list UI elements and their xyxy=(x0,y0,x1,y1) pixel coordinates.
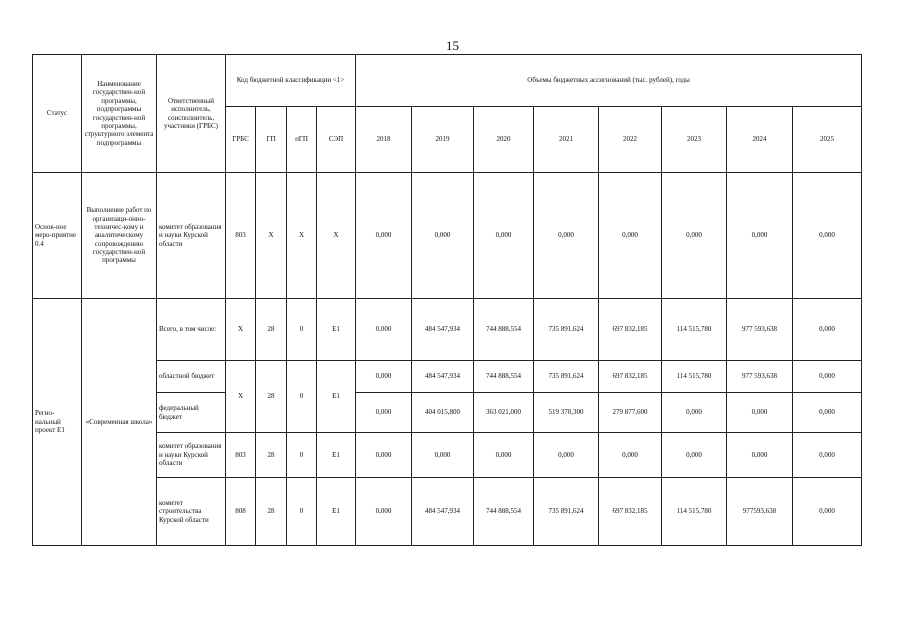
row-responsible: Всего, в том числе: xyxy=(157,299,226,361)
row-responsible: комитет образования и науки Курской области xyxy=(157,173,226,299)
budget-table xyxy=(32,54,862,546)
header-year: 2024 xyxy=(727,107,793,173)
row-value: 279 877,600 xyxy=(599,393,662,433)
row-value: 0,000 xyxy=(474,173,534,299)
row-value: 0,000 xyxy=(412,433,474,478)
row-value: 0,000 xyxy=(534,433,599,478)
row-grbs: X xyxy=(226,299,256,361)
row-responsible: федеральный бюджет xyxy=(157,393,226,433)
row-value: 977 593,638 xyxy=(727,361,793,393)
header-som: СЭП xyxy=(317,107,356,173)
row-value: 519 370,300 xyxy=(534,393,599,433)
header-year: 2022 xyxy=(599,107,662,173)
row-som: E1 xyxy=(317,361,356,433)
row-value: 0,000 xyxy=(793,478,862,546)
row-value: 484 547,934 xyxy=(412,361,474,393)
row-value: 735 891,624 xyxy=(534,361,599,393)
row-value: 0,000 xyxy=(474,433,534,478)
header-gp: ГП xyxy=(256,107,287,173)
row-responsible: комитет образования и науки Курской области xyxy=(157,433,226,478)
row-grbs: 803 xyxy=(226,433,256,478)
row-value: 744 888,554 xyxy=(474,361,534,393)
row-responsible: комитет строительства Курской области xyxy=(157,478,226,546)
row-value: 0,000 xyxy=(727,173,793,299)
row-value: 114 515,780 xyxy=(662,478,727,546)
row-grbs: X xyxy=(226,361,256,433)
row-value: 0,000 xyxy=(534,173,599,299)
header-year: 2020 xyxy=(474,107,534,173)
row-som: X xyxy=(317,173,356,299)
header-volumes: Объемы бюджетных ассигнований (тыс. рублей), годы xyxy=(356,55,862,107)
page-number: 15 xyxy=(446,38,459,53)
row-gp: 28 xyxy=(256,433,287,478)
header-grbs: ГРБС xyxy=(226,107,256,173)
row-value: 363 021,000 xyxy=(474,393,534,433)
header-year: 2019 xyxy=(412,107,474,173)
row-gp: 28 xyxy=(256,478,287,546)
row-som: E1 xyxy=(317,433,356,478)
row-value: 0,000 xyxy=(599,173,662,299)
row-gp: 28 xyxy=(256,299,287,361)
row-value: 0,000 xyxy=(356,478,412,546)
row-grbs: 803 xyxy=(226,173,256,299)
header-kbk: Код бюджетной классификации <1> xyxy=(226,55,356,107)
row-value: 977 593,638 xyxy=(727,299,793,361)
row-value: 0,000 xyxy=(727,433,793,478)
row-value: 114 515,780 xyxy=(662,361,727,393)
row-value: 0,000 xyxy=(662,173,727,299)
table-row xyxy=(33,173,862,299)
row-grbs: 808 xyxy=(226,478,256,546)
row-value: 0,000 xyxy=(793,361,862,393)
row-value: 744 888,554 xyxy=(474,478,534,546)
row-pgp: X xyxy=(287,173,317,299)
row-value: 0,000 xyxy=(412,173,474,299)
row-value: 0,000 xyxy=(356,393,412,433)
row-value: 0,000 xyxy=(662,433,727,478)
row-status: Регио-нальный проект E1 xyxy=(33,299,82,546)
row-responsible: областной бюджет xyxy=(157,361,226,393)
row-gp: X xyxy=(256,173,287,299)
table-row xyxy=(33,433,862,478)
row-value: 0,000 xyxy=(793,433,862,478)
row-value: 0,000 xyxy=(793,299,862,361)
table-row xyxy=(33,478,862,546)
header-pgp: пГП xyxy=(287,107,317,173)
row-pgp: 0 xyxy=(287,433,317,478)
row-som: E1 xyxy=(317,299,356,361)
row-value: 484 547,934 xyxy=(412,299,474,361)
row-som: E1 xyxy=(317,478,356,546)
row-name: «Современная школа» xyxy=(82,299,157,546)
row-value: 0,000 xyxy=(727,393,793,433)
row-pgp: 0 xyxy=(287,478,317,546)
row-value: 0,000 xyxy=(356,299,412,361)
row-pgp: 0 xyxy=(287,361,317,433)
row-gp: 28 xyxy=(256,361,287,433)
row-value: 697 832,185 xyxy=(599,478,662,546)
header-responsible: Ответственный исполнитель, соисполнитель, участники (ГРБС) xyxy=(157,55,226,173)
header-year: 2025 xyxy=(793,107,862,173)
header-name: Наименование государствен-ной программы, подпрограммы государствен-ной программы, структурного элемента подпрограммы xyxy=(82,55,157,173)
row-value: 0,000 xyxy=(356,433,412,478)
row-value: 0,000 xyxy=(356,173,412,299)
header-row-1 xyxy=(33,55,862,107)
header-status: Статус xyxy=(33,55,82,173)
row-value: 114 515,780 xyxy=(662,299,727,361)
row-pgp: 0 xyxy=(287,299,317,361)
row-value: 977593,638 xyxy=(727,478,793,546)
header-year: 2023 xyxy=(662,107,727,173)
row-value: 0,000 xyxy=(356,361,412,393)
row-value: 735 891,624 xyxy=(534,299,599,361)
row-value: 744 888,554 xyxy=(474,299,534,361)
row-value: 735 891,624 xyxy=(534,478,599,546)
row-value: 0,000 xyxy=(662,393,727,433)
table-row xyxy=(33,393,862,433)
table-row xyxy=(33,299,862,361)
row-value: 0,000 xyxy=(599,433,662,478)
row-name: Выполнение работ по организаци-онно-техничес-кому и аналитическому сопровождению государствен-ной программы xyxy=(82,173,157,299)
row-value: 0,000 xyxy=(793,173,862,299)
row-value: 0,000 xyxy=(793,393,862,433)
header-year: 2018 xyxy=(356,107,412,173)
row-value: 697 832,185 xyxy=(599,361,662,393)
table-row xyxy=(33,361,862,393)
header-year: 2021 xyxy=(534,107,599,173)
row-value: 484 547,934 xyxy=(412,478,474,546)
row-value: 697 832,185 xyxy=(599,299,662,361)
row-status: Основ-ное меро-приятие 0.4 xyxy=(33,173,82,299)
row-value: 404 015,800 xyxy=(412,393,474,433)
